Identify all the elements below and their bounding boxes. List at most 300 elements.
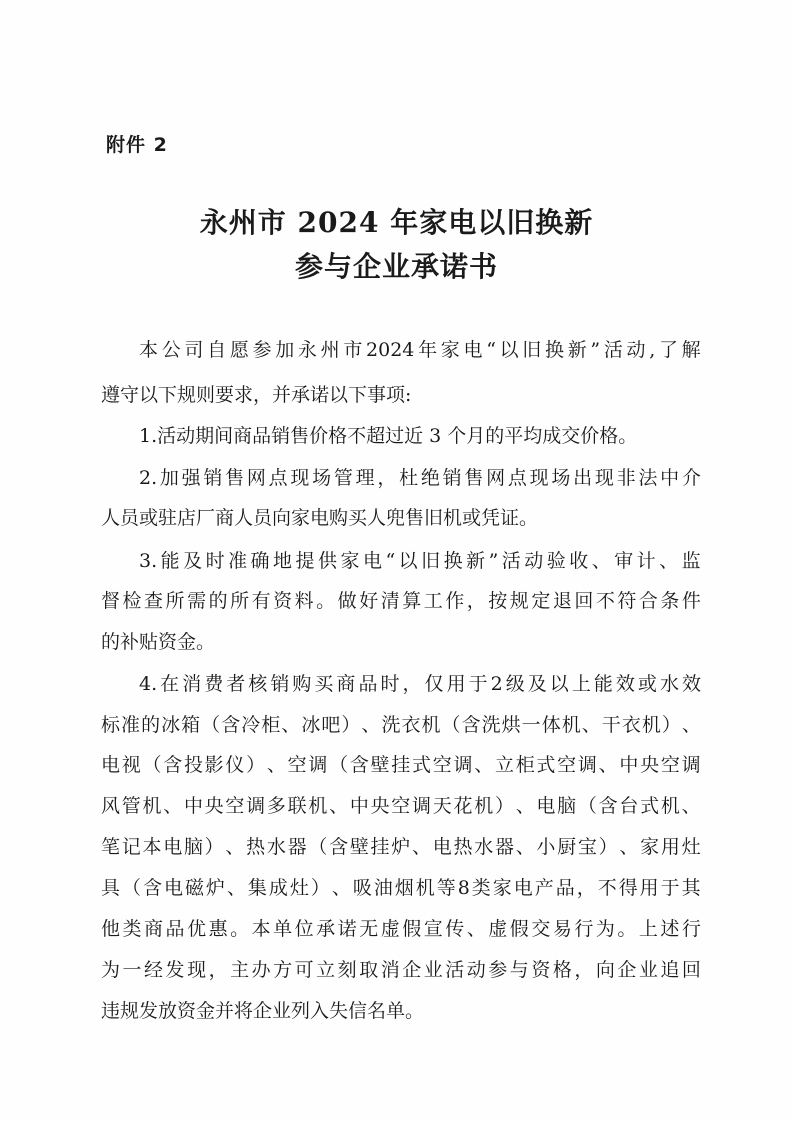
text-glyph: 永 xyxy=(297,339,317,361)
text-glyph: ） xyxy=(661,714,681,736)
text-glyph: 者 xyxy=(226,673,246,695)
text-glyph: 州 xyxy=(320,339,340,361)
text-glyph: 非 xyxy=(616,467,636,489)
text-glyph: 烘 xyxy=(501,714,521,736)
text-glyph: 回 xyxy=(574,590,594,612)
text-glyph: 联 xyxy=(287,795,307,817)
text-glyph: 场 xyxy=(551,467,571,489)
text-glyph: 于 xyxy=(468,673,488,695)
text-glyph: 热 xyxy=(246,836,266,858)
text-glyph: 准 xyxy=(121,714,141,736)
text-glyph: （ xyxy=(329,754,349,776)
text-glyph: 式 xyxy=(640,795,660,817)
text-glyph: 述 xyxy=(660,918,680,940)
text-glyph: 他 xyxy=(101,918,121,940)
text-glyph: 解 xyxy=(681,339,701,361)
text-glyph: 央 xyxy=(640,754,660,776)
text-glyph: 旧 xyxy=(522,339,542,361)
text-glyph: 含 xyxy=(142,877,162,899)
text-glyph: 灶 xyxy=(289,877,309,899)
text-glyph: 空 xyxy=(225,795,245,817)
text-glyph: 刻 xyxy=(337,959,357,981)
text-glyph: 烟 xyxy=(394,877,414,899)
text-glyph: 、 xyxy=(466,918,486,940)
text-glyph: 发 xyxy=(165,959,185,981)
text-glyph: ， xyxy=(402,673,422,695)
text-glyph: 费 xyxy=(204,673,224,695)
text-glyph: 水 xyxy=(474,836,494,858)
text-glyph: 脑 xyxy=(557,795,577,817)
text-glyph: ） xyxy=(246,754,266,776)
text-glyph: 电 xyxy=(101,754,121,776)
text-glyph: 单 xyxy=(273,918,293,940)
text-glyph: 能 xyxy=(160,550,180,572)
text-glyph: 作 xyxy=(445,590,465,612)
text-glyph: 杜 xyxy=(399,467,419,489)
text-glyph: 器 xyxy=(494,836,514,858)
attachment-label: 附件 2 xyxy=(106,134,168,156)
text-glyph: 空 xyxy=(287,754,307,776)
text-glyph: 为 xyxy=(101,959,121,981)
text-glyph: 调 xyxy=(577,754,597,776)
text-glyph: 、 xyxy=(515,795,535,817)
body-line xyxy=(101,954,701,986)
text-glyph: 企 xyxy=(402,959,422,981)
text-glyph: ） xyxy=(341,714,361,736)
text-glyph: 2024 xyxy=(366,339,415,361)
text-glyph: （ xyxy=(577,795,597,817)
text-glyph: 衣 xyxy=(401,714,421,736)
text-glyph: 取 xyxy=(359,959,379,981)
text-glyph: 机 xyxy=(415,877,435,899)
text-glyph: 准 xyxy=(228,550,248,572)
text-glyph: 企 xyxy=(617,959,637,981)
text-glyph: 用 xyxy=(639,877,659,899)
text-glyph: 工 xyxy=(423,590,443,612)
text-glyph: 品 xyxy=(165,918,185,940)
text-glyph: 得 xyxy=(618,877,638,899)
text-glyph: 可 xyxy=(294,959,314,981)
text-glyph: 动 xyxy=(524,550,544,572)
text-glyph: 及 xyxy=(527,673,547,695)
text-glyph: 以 xyxy=(398,550,418,572)
text-glyph: 油 xyxy=(373,877,393,899)
text-glyph: ） xyxy=(204,836,224,858)
text-glyph: 本 xyxy=(251,918,271,940)
text-glyph: 、 xyxy=(412,836,432,858)
text-glyph: 场 xyxy=(312,467,332,489)
text-glyph: 现 xyxy=(290,467,310,489)
text-glyph: 活 xyxy=(445,959,465,981)
text-glyph: 无 xyxy=(359,918,379,940)
text-glyph: 器 xyxy=(287,836,307,858)
text-glyph: ， xyxy=(208,959,228,981)
body-line xyxy=(139,545,701,577)
text-glyph: 本 xyxy=(142,836,162,858)
text-glyph: 时 xyxy=(380,673,400,695)
text-glyph: 、 xyxy=(281,714,301,736)
text-glyph: 供 xyxy=(318,550,338,572)
text-glyph: 按 xyxy=(488,590,508,612)
text-glyph: 愿 xyxy=(229,339,249,361)
text-glyph: 央 xyxy=(370,795,390,817)
text-glyph: 主 xyxy=(230,959,250,981)
text-glyph: 料 xyxy=(294,590,314,612)
text-glyph: 含 xyxy=(163,754,183,776)
text-glyph: 加 xyxy=(275,339,295,361)
text-glyph: , xyxy=(649,339,656,361)
text-glyph: 标 xyxy=(101,714,121,736)
text-glyph: 新 xyxy=(466,550,486,572)
text-glyph: 家 xyxy=(640,836,660,858)
text-glyph: 消 xyxy=(182,673,202,695)
text-glyph: 、 xyxy=(681,714,701,736)
text-glyph: 规 xyxy=(509,590,529,612)
text-glyph: 强 xyxy=(181,467,201,489)
text-glyph: ” xyxy=(590,339,601,361)
text-glyph: 自 xyxy=(207,339,227,361)
text-glyph: “ xyxy=(385,550,396,572)
text-glyph: 含 xyxy=(329,836,349,858)
text-glyph: 含 xyxy=(349,754,369,776)
text-glyph: 洗 xyxy=(381,714,401,736)
text-glyph: 投 xyxy=(183,754,203,776)
text-glyph: 、 xyxy=(163,795,183,817)
text-glyph: 换 xyxy=(443,550,463,572)
text-glyph: 效 xyxy=(615,673,635,695)
body-line xyxy=(139,668,701,700)
text-glyph: 加 xyxy=(159,467,179,489)
text-glyph: 能 xyxy=(593,673,613,695)
text-glyph: 上 xyxy=(638,918,658,940)
text-glyph: 中 xyxy=(619,754,639,776)
text-glyph: 时 xyxy=(205,550,225,572)
text-glyph: 含 xyxy=(221,714,241,736)
body-line xyxy=(101,831,701,863)
text-glyph: 、 xyxy=(598,754,618,776)
text-glyph: 售 xyxy=(464,467,484,489)
text-glyph: 厨 xyxy=(557,836,577,858)
text-glyph: 壁 xyxy=(349,836,369,858)
text-glyph: 壁 xyxy=(370,754,390,776)
body-line xyxy=(101,749,701,781)
text-glyph: 验 xyxy=(546,550,566,572)
text-glyph: ， xyxy=(466,590,486,612)
text-glyph: 做 xyxy=(337,590,357,612)
text-glyph: 买 xyxy=(314,673,334,695)
text-glyph: 、 xyxy=(581,714,601,736)
text-glyph: 空 xyxy=(557,754,577,776)
text-glyph: 冰 xyxy=(161,714,181,736)
text-glyph: 小 xyxy=(536,836,556,858)
text-glyph: 售 xyxy=(225,467,245,489)
text-glyph: 好 xyxy=(359,590,379,612)
text-glyph: 、 xyxy=(681,795,701,817)
text-glyph: 调 xyxy=(308,754,328,776)
text-glyph: 机 xyxy=(474,795,494,817)
text-glyph: 电 xyxy=(513,877,533,899)
text-glyph: （ xyxy=(308,836,328,858)
body-line xyxy=(101,872,701,904)
text-glyph: 家 xyxy=(492,877,512,899)
text-glyph: 及 xyxy=(183,550,203,572)
text-glyph: 监 xyxy=(681,550,701,572)
text-glyph: 符 xyxy=(617,590,637,612)
text-glyph: ， xyxy=(576,877,596,899)
text-glyph: 电 xyxy=(463,339,483,361)
text-glyph: 回 xyxy=(681,959,701,981)
text-glyph: 追 xyxy=(660,959,680,981)
text-glyph: 业 xyxy=(638,959,658,981)
text-glyph: 集 xyxy=(247,877,267,899)
document-title-line-1: 永州市 2024 年家电以旧换新 xyxy=(199,206,594,239)
text-glyph: 、 xyxy=(659,550,679,572)
text-glyph: 算 xyxy=(402,590,422,612)
text-glyph: 电 xyxy=(432,836,452,858)
text-glyph: 灶 xyxy=(681,836,701,858)
text-glyph: 清 xyxy=(380,590,400,612)
text-glyph: 、 xyxy=(591,550,611,572)
text-glyph: 调 xyxy=(246,795,266,817)
text-glyph: 绝 xyxy=(420,467,440,489)
text-glyph: 商 xyxy=(144,918,164,940)
text-glyph: 4. xyxy=(139,673,158,695)
text-glyph: 上 xyxy=(571,673,591,695)
text-glyph: 市 xyxy=(343,339,363,361)
text-glyph: 效 xyxy=(681,673,701,695)
text-glyph: 以 xyxy=(499,339,519,361)
text-glyph: 易 xyxy=(552,918,572,940)
text-glyph: 水 xyxy=(659,673,679,695)
text-glyph: 机 xyxy=(142,795,162,817)
text-glyph: 机 xyxy=(641,714,661,736)
text-glyph: 8 xyxy=(457,877,470,899)
text-glyph: 立 xyxy=(494,754,514,776)
text-glyph: 电 xyxy=(536,795,556,817)
text-glyph: 家 xyxy=(340,550,360,572)
text-glyph: 新 xyxy=(567,339,587,361)
text-glyph: 地 xyxy=(273,550,293,572)
text-glyph: 。 xyxy=(617,918,637,940)
text-glyph: 具 xyxy=(101,877,121,899)
text-glyph: 体 xyxy=(541,714,561,736)
text-glyph: 磁 xyxy=(184,877,204,899)
text-glyph: ） xyxy=(310,877,330,899)
text-glyph: 本 xyxy=(139,339,159,361)
text-glyph: 宣 xyxy=(423,918,443,940)
text-glyph: 点 xyxy=(507,467,527,489)
text-glyph: 央 xyxy=(204,795,224,817)
text-glyph: 类 xyxy=(122,918,142,940)
text-glyph: 品 xyxy=(358,673,378,695)
text-glyph: 业 xyxy=(423,959,443,981)
text-glyph: 成 xyxy=(268,877,288,899)
text-glyph: 出 xyxy=(573,467,593,489)
text-glyph: 干 xyxy=(601,714,621,736)
text-glyph: ） xyxy=(598,836,618,858)
text-glyph: 调 xyxy=(681,754,701,776)
text-glyph: “ xyxy=(486,339,496,361)
body-line xyxy=(101,790,701,822)
text-glyph: 视 xyxy=(121,754,141,776)
text-glyph: 介 xyxy=(681,467,701,489)
text-glyph: 天 xyxy=(432,795,452,817)
text-glyph: 式 xyxy=(536,754,556,776)
text-glyph: 销 xyxy=(270,673,290,695)
body-line: 遵守以下规则要求，并承诺以下事项: xyxy=(101,384,412,406)
text-glyph: 吧 xyxy=(321,714,341,736)
text-glyph: 、 xyxy=(515,836,535,858)
text-glyph: 柜 xyxy=(261,714,281,736)
text-glyph: 多 xyxy=(266,795,286,817)
text-glyph: （ xyxy=(121,877,141,899)
text-glyph: 消 xyxy=(380,959,400,981)
body-line xyxy=(101,585,701,617)
text-glyph: 以 xyxy=(549,673,569,695)
text-glyph: 电 xyxy=(163,836,183,858)
text-glyph: 机 xyxy=(561,714,581,736)
text-glyph: 所 xyxy=(165,590,185,612)
text-glyph: 机 xyxy=(308,795,328,817)
text-glyph: 购 xyxy=(292,673,312,695)
text-glyph: 或 xyxy=(637,673,657,695)
text-glyph: 用 xyxy=(660,836,680,858)
text-glyph: 方 xyxy=(273,959,293,981)
text-glyph: 冷 xyxy=(241,714,261,736)
body-line: 的补贴资金。 xyxy=(101,631,216,653)
text-glyph: 惠 xyxy=(208,918,228,940)
text-glyph: ” xyxy=(488,550,499,572)
text-glyph: （ xyxy=(441,714,461,736)
text-glyph: 动 xyxy=(626,339,646,361)
text-glyph: （ xyxy=(201,714,221,736)
text-glyph: 、 xyxy=(619,836,639,858)
text-glyph: 、 xyxy=(226,877,246,899)
text-glyph: 品 xyxy=(555,877,575,899)
text-glyph: 含 xyxy=(461,714,481,736)
text-glyph: 脑 xyxy=(183,836,203,858)
text-glyph: 点 xyxy=(268,467,288,489)
text-glyph: 产 xyxy=(534,877,554,899)
text-glyph: 审 xyxy=(614,550,634,572)
text-glyph: 需 xyxy=(187,590,207,612)
text-glyph: 检 xyxy=(122,590,142,612)
text-glyph: 动 xyxy=(466,959,486,981)
text-glyph: 类 xyxy=(471,877,491,899)
text-glyph: 确 xyxy=(250,550,270,572)
text-glyph: 现 xyxy=(187,959,207,981)
text-glyph: 在 xyxy=(160,673,180,695)
text-glyph: 调 xyxy=(453,754,473,776)
text-glyph: 现 xyxy=(529,467,549,489)
text-glyph: 用 xyxy=(446,673,466,695)
text-glyph: 活 xyxy=(603,339,623,361)
text-glyph: 记 xyxy=(121,836,141,858)
body-line xyxy=(101,913,701,945)
text-glyph: 司 xyxy=(184,339,204,361)
text-glyph: 行 xyxy=(574,918,594,940)
text-glyph: 旧 xyxy=(421,550,441,572)
text-glyph: 、 xyxy=(329,795,349,817)
text-glyph: 家 xyxy=(440,339,460,361)
text-glyph: ） xyxy=(494,795,514,817)
text-glyph: 法 xyxy=(638,467,658,489)
text-glyph: 笔 xyxy=(101,836,121,858)
text-glyph: 向 xyxy=(595,959,615,981)
text-glyph: 资 xyxy=(531,959,551,981)
text-glyph: 式 xyxy=(412,754,432,776)
text-glyph: 仅 xyxy=(424,673,444,695)
text-glyph: 机 xyxy=(660,795,680,817)
text-glyph: 空 xyxy=(660,754,680,776)
text-glyph: 3. xyxy=(139,550,158,572)
text-glyph: 换 xyxy=(545,339,565,361)
text-glyph: 承 xyxy=(316,918,336,940)
text-glyph: 督 xyxy=(101,590,121,612)
text-glyph: 办 xyxy=(251,959,271,981)
text-glyph: 箱 xyxy=(181,714,201,736)
text-glyph: 风 xyxy=(101,795,121,817)
text-glyph: 销 xyxy=(442,467,462,489)
text-glyph: 与 xyxy=(509,959,529,981)
text-glyph: 理 xyxy=(355,467,375,489)
text-glyph: 热 xyxy=(453,836,473,858)
text-glyph: 销 xyxy=(203,467,223,489)
text-glyph: 的 xyxy=(208,590,228,612)
text-glyph: ， xyxy=(574,959,594,981)
text-glyph: 退 xyxy=(552,590,572,612)
text-glyph: 参 xyxy=(488,959,508,981)
text-glyph: 电 xyxy=(163,877,183,899)
text-glyph: 挂 xyxy=(391,754,411,776)
text-glyph: 宝 xyxy=(577,836,597,858)
text-glyph: 假 xyxy=(402,918,422,940)
text-glyph: 机 xyxy=(421,714,441,736)
text-glyph: 空 xyxy=(391,795,411,817)
text-glyph: 。 xyxy=(230,918,250,940)
text-glyph: 活 xyxy=(501,550,521,572)
text-glyph: 台 xyxy=(619,795,639,817)
body-line xyxy=(101,709,701,741)
text-glyph: 立 xyxy=(316,959,336,981)
text-glyph: 网 xyxy=(246,467,266,489)
text-glyph: 了 xyxy=(658,339,678,361)
text-glyph: 经 xyxy=(144,959,164,981)
text-glyph: 有 xyxy=(251,590,271,612)
text-glyph: 行 xyxy=(681,918,701,940)
text-glyph: 洗 xyxy=(481,714,501,736)
text-glyph: 一 xyxy=(122,959,142,981)
text-glyph: 2 xyxy=(490,673,503,695)
text-glyph: 诺 xyxy=(337,918,357,940)
document-title-line-2: 参与企业承诺书 xyxy=(294,250,498,283)
text-glyph: 吸 xyxy=(352,877,372,899)
text-glyph: 核 xyxy=(248,673,268,695)
text-glyph: 虚 xyxy=(380,918,400,940)
text-glyph: 含 xyxy=(598,795,618,817)
text-glyph: 调 xyxy=(412,795,432,817)
text-glyph: 查 xyxy=(144,590,164,612)
text-glyph: 花 xyxy=(453,795,473,817)
text-glyph: 不 xyxy=(595,590,615,612)
text-glyph: 定 xyxy=(531,590,551,612)
body-line: 人员或驻店厂商人员向家电购买人兜售旧机或凭证。 xyxy=(101,507,539,529)
text-glyph: 一 xyxy=(521,714,541,736)
text-glyph: 网 xyxy=(486,467,506,489)
text-glyph: ， xyxy=(377,467,397,489)
text-glyph: 级 xyxy=(505,673,525,695)
text-glyph: 中 xyxy=(349,795,369,817)
